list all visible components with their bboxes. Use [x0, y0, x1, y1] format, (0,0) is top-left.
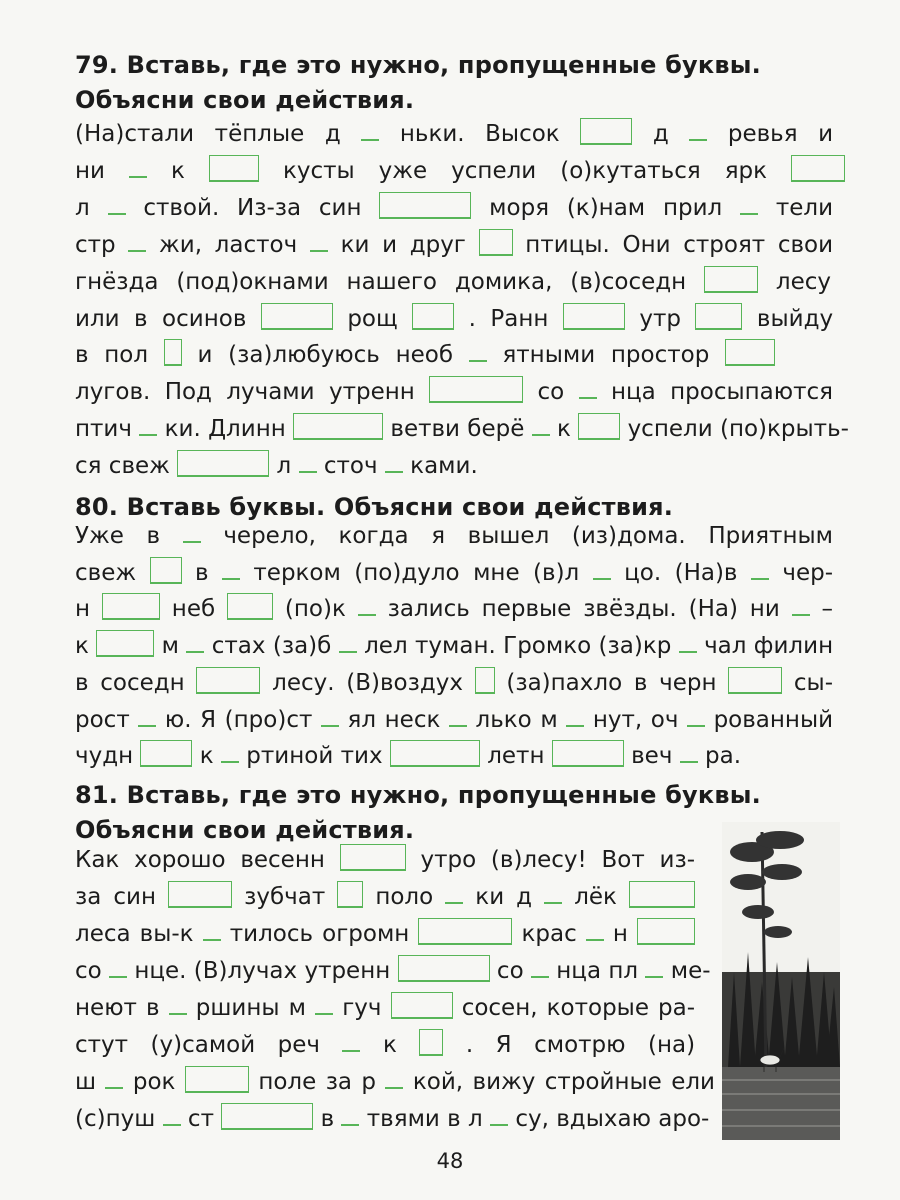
text-fragment: нце. (В)лучах утренн	[134, 958, 391, 984]
missing-letter-blank[interactable]	[341, 1118, 359, 1126]
text-fragment: сосен, которые ра-	[461, 995, 696, 1021]
ex80-line	[75, 628, 833, 664]
text-fragment: в	[320, 1106, 335, 1132]
text-fragment: л	[75, 194, 90, 221]
answer-gap-box[interactable]	[177, 450, 269, 477]
exercise-80-title-line1: 80. Вставь буквы. Объясни свои действия.	[75, 493, 674, 521]
text-fragment: Как хорошо весенн	[75, 847, 325, 873]
missing-letter-blank[interactable]	[221, 755, 239, 763]
missing-letter-blank[interactable]	[139, 428, 157, 436]
missing-letter-blank[interactable]	[203, 933, 221, 941]
answer-gap-box[interactable]	[379, 192, 471, 219]
missing-letter-blank[interactable]	[315, 1007, 333, 1015]
answer-gap-box[interactable]	[391, 992, 453, 1019]
ex80-line	[75, 591, 833, 627]
answer-gap-box[interactable]	[261, 303, 333, 330]
exercise-81-title-line2: Объясни свои действия.	[75, 816, 415, 844]
ex81-line	[75, 1101, 710, 1137]
ex79-line	[75, 264, 831, 300]
page-number: 48	[436, 1149, 464, 1173]
missing-letter-blank[interactable]	[689, 133, 707, 141]
missing-letter-blank[interactable]	[531, 970, 549, 978]
text-fragment: ки. Длинн	[164, 416, 286, 443]
text-fragment: ни	[75, 157, 105, 184]
answer-gap-box[interactable]	[637, 918, 695, 945]
text-fragment: лёк	[574, 884, 617, 910]
text-fragment: (по)к	[284, 596, 346, 623]
text-fragment: ял неск	[347, 706, 441, 733]
missing-letter-blank[interactable]	[679, 645, 697, 653]
text-fragment: стр	[75, 231, 116, 258]
text-fragment: ки и друг	[340, 231, 466, 258]
ex81-line	[75, 1064, 715, 1100]
text-fragment: лесу. (В)воздух	[272, 669, 463, 696]
text-fragment: н	[612, 921, 628, 947]
text-fragment: (с)пуш	[75, 1106, 156, 1132]
answer-gap-box[interactable]	[791, 155, 845, 182]
missing-letter-blank[interactable]	[299, 465, 317, 473]
missing-letter-blank[interactable]	[385, 1081, 403, 1089]
text-fragment: веч	[631, 743, 673, 770]
missing-letter-blank[interactable]	[342, 1044, 360, 1052]
missing-letter-blank[interactable]	[740, 207, 758, 215]
text-fragment: су, вдыхаю аро-	[515, 1106, 710, 1132]
text-fragment: чудн	[75, 743, 134, 770]
missing-letter-blank[interactable]	[361, 133, 379, 141]
missing-letter-blank[interactable]	[163, 1118, 181, 1126]
text-fragment: чал филин	[704, 633, 834, 660]
text-fragment: . Я смотрю (на)	[465, 1032, 696, 1058]
ex79-line	[75, 190, 833, 226]
text-fragment: лесу	[775, 268, 832, 295]
text-fragment: или в осинов	[75, 305, 247, 332]
answer-gap-box[interactable]	[140, 740, 192, 767]
text-fragment: к	[557, 416, 571, 443]
missing-letter-blank[interactable]	[321, 719, 339, 727]
text-fragment: стах (за)б	[211, 633, 332, 660]
text-fragment: твями в л	[366, 1106, 483, 1132]
text-fragment: лел туман. Громко (за)кр	[364, 633, 672, 660]
text-fragment: ся свеж	[75, 453, 170, 480]
answer-gap-box[interactable]	[102, 593, 160, 620]
text-fragment: жи, ласточ	[159, 231, 298, 258]
missing-letter-blank[interactable]	[222, 572, 240, 580]
ex81-line	[75, 842, 695, 878]
text-fragment: со	[75, 958, 102, 984]
text-fragment: (за)пахло в черн	[506, 669, 717, 696]
exercise-79-title-line1: 79. Вставь, где это нужно, пропущенные буквы.	[75, 51, 762, 79]
answer-gap-box[interactable]	[221, 1103, 313, 1130]
ex81-line	[75, 953, 711, 989]
missing-letter-blank[interactable]	[544, 896, 562, 904]
text-fragment: ками.	[410, 453, 478, 480]
text-fragment: нца пл	[556, 958, 639, 984]
text-fragment: зубчат	[244, 884, 326, 910]
answer-gap-box[interactable]	[429, 376, 523, 403]
text-fragment: н	[75, 596, 91, 623]
text-fragment: черело, когда я вышел (из)дома. Приятным	[223, 523, 833, 549]
text-fragment: ствой. Из-за син	[143, 194, 362, 221]
text-fragment: неют в	[75, 995, 160, 1021]
missing-letter-blank[interactable]	[138, 719, 156, 727]
text-fragment: ньки. Высок	[399, 121, 560, 147]
text-fragment: и (за)любуюсь необ	[197, 342, 454, 369]
text-fragment: тели	[775, 194, 834, 221]
text-fragment: лько м	[475, 706, 558, 733]
missing-letter-blank[interactable]	[385, 465, 403, 473]
text-fragment: сточ	[323, 453, 378, 480]
missing-letter-blank[interactable]	[469, 354, 487, 362]
answer-gap-box[interactable]	[418, 918, 512, 945]
missing-letter-blank[interactable]	[186, 645, 204, 653]
text-fragment: ветви берё	[390, 416, 525, 443]
forest-lake-picture	[722, 822, 840, 1140]
text-fragment: ятными простор	[502, 342, 710, 369]
answer-gap-box[interactable]	[419, 1029, 443, 1056]
text-fragment: выйду	[756, 305, 834, 332]
missing-letter-blank[interactable]	[128, 244, 146, 252]
answer-gap-box[interactable]	[580, 118, 632, 145]
text-fragment: сы-	[793, 669, 833, 696]
missing-letter-blank[interactable]	[129, 170, 147, 178]
answer-gap-box[interactable]	[185, 1066, 249, 1093]
answer-gap-box[interactable]	[196, 667, 260, 694]
ex79-line	[75, 411, 849, 447]
text-fragment: рок	[132, 1069, 176, 1095]
text-fragment: птич	[75, 416, 132, 443]
ex79-line	[75, 337, 775, 373]
text-fragment: цо. (На)в	[624, 559, 738, 586]
text-fragment: к	[171, 157, 185, 184]
text-fragment: со	[537, 379, 565, 406]
text-fragment: утро (в)лесу! Вот из-	[420, 847, 696, 873]
text-fragment: рованный	[713, 706, 834, 733]
text-fragment: ртиной тих	[246, 743, 383, 770]
text-fragment: кой, вижу стройные ели	[412, 1069, 716, 1095]
missing-letter-blank[interactable]	[169, 1007, 187, 1015]
missing-letter-blank[interactable]	[183, 535, 201, 543]
text-fragment: к	[199, 743, 214, 770]
text-fragment: ра.	[705, 743, 742, 770]
answer-gap-box[interactable]	[695, 303, 742, 330]
text-fragment: ки д	[475, 884, 533, 910]
text-fragment: успели (по)крыть-	[627, 416, 849, 443]
answer-gap-box[interactable]	[164, 339, 182, 366]
missing-letter-blank[interactable]	[109, 970, 127, 978]
answer-gap-box[interactable]	[390, 740, 480, 767]
exercise-79-title-line2: Объясни свои действия.	[75, 86, 415, 114]
text-fragment: рощ	[347, 305, 398, 332]
answer-gap-box[interactable]	[96, 630, 154, 657]
text-fragment: ревья и	[727, 121, 834, 147]
answer-gap-box[interactable]	[479, 229, 513, 256]
text-fragment: ст	[187, 1106, 214, 1132]
answer-gap-box[interactable]	[475, 667, 495, 694]
missing-letter-blank[interactable]	[310, 244, 328, 252]
missing-letter-blank[interactable]	[566, 719, 584, 727]
missing-letter-blank[interactable]	[449, 719, 467, 727]
missing-letter-blank[interactable]	[792, 608, 810, 616]
missing-letter-blank[interactable]	[680, 755, 698, 763]
answer-gap-box[interactable]	[209, 155, 259, 182]
text-fragment: ю. Я (про)ст	[164, 706, 313, 733]
text-fragment: к	[382, 1032, 397, 1058]
text-fragment: рост	[75, 706, 130, 733]
text-fragment: чер-	[782, 559, 834, 586]
answer-gap-box[interactable]	[227, 593, 273, 620]
answer-gap-box[interactable]	[725, 339, 775, 366]
text-fragment: в	[194, 559, 209, 586]
text-fragment: лугов. Под лучами утренн	[75, 379, 415, 406]
ex79-line	[75, 153, 845, 189]
missing-letter-blank[interactable]	[579, 391, 597, 399]
text-fragment: в пол	[75, 342, 149, 369]
missing-letter-blank[interactable]	[490, 1118, 508, 1126]
missing-letter-blank[interactable]	[593, 572, 611, 580]
answer-gap-box[interactable]	[552, 740, 624, 767]
answer-gap-box[interactable]	[578, 413, 620, 440]
text-fragment: м	[161, 633, 180, 660]
text-fragment: поле за р	[258, 1069, 377, 1095]
ex81-line	[75, 1027, 695, 1063]
ex81-line	[75, 879, 695, 915]
missing-letter-blank[interactable]	[586, 933, 604, 941]
text-fragment: ме-	[670, 958, 711, 984]
text-fragment: кусты уже успели (о)кутаться ярк	[282, 157, 768, 184]
ex80-line	[75, 555, 833, 591]
ex80-line	[75, 665, 833, 701]
text-fragment: гнёзда (под)окнами нашего домика, (в)соседн	[75, 268, 687, 295]
missing-letter-blank[interactable]	[687, 719, 705, 727]
text-fragment: за син	[75, 884, 157, 910]
text-fragment: ш	[75, 1069, 97, 1095]
text-fragment: ршины м	[195, 995, 307, 1021]
text-fragment: к	[75, 633, 89, 660]
text-fragment: в соседн	[75, 669, 185, 696]
ex79-line	[75, 374, 833, 410]
text-fragment: нца просыпаются	[610, 379, 833, 406]
text-fragment: –	[821, 596, 834, 623]
exercise-81-title-line1: 81. Вставь, где это нужно, пропущенные буквы.	[75, 781, 762, 809]
ex79-line	[75, 227, 833, 263]
ex80-line	[75, 518, 833, 554]
text-fragment: моря (к)нам прил	[489, 194, 723, 221]
text-fragment: стут (у)самой реч	[75, 1032, 320, 1058]
answer-gap-box[interactable]	[293, 413, 383, 440]
text-fragment: неб	[171, 596, 216, 623]
text-fragment: поло	[375, 884, 434, 910]
text-fragment: свеж	[75, 559, 137, 586]
missing-letter-blank[interactable]	[339, 645, 357, 653]
text-fragment: . Ранн	[468, 305, 549, 332]
answer-gap-box[interactable]	[168, 881, 232, 908]
missing-letter-blank[interactable]	[532, 428, 550, 436]
text-fragment: тилось огромн	[229, 921, 410, 947]
missing-letter-blank[interactable]	[445, 896, 463, 904]
answer-gap-box[interactable]	[340, 844, 406, 871]
answer-gap-box[interactable]	[398, 955, 490, 982]
ex81-line	[75, 916, 695, 952]
missing-letter-blank[interactable]	[108, 207, 126, 215]
exercise-79-title	[75, 48, 850, 118]
text-fragment: крас	[521, 921, 577, 947]
text-fragment: птицы. Они строят свои	[525, 231, 834, 258]
text-fragment: л	[276, 453, 292, 480]
missing-letter-blank[interactable]	[358, 608, 376, 616]
answer-gap-box[interactable]	[629, 881, 695, 908]
ex80-line	[75, 738, 775, 774]
answer-gap-box[interactable]	[412, 303, 454, 330]
answer-gap-box[interactable]	[728, 667, 782, 694]
text-fragment: леса вы-к	[75, 921, 194, 947]
text-fragment: (На)стали тёплые д	[75, 121, 341, 147]
text-fragment: д	[652, 121, 669, 147]
ex79-line	[75, 116, 833, 152]
answer-gap-box[interactable]	[150, 557, 182, 584]
text-fragment: Уже в	[75, 523, 161, 549]
answer-gap-box[interactable]	[704, 266, 758, 293]
answer-gap-box[interactable]	[563, 303, 625, 330]
ex79-line	[75, 448, 478, 484]
text-fragment: со	[496, 958, 524, 984]
missing-letter-blank[interactable]	[751, 572, 769, 580]
text-fragment: нут, оч	[592, 706, 679, 733]
text-fragment: утр	[639, 305, 681, 332]
text-fragment: терком (по)дуло мне (в)л	[253, 559, 580, 586]
answer-gap-box[interactable]	[337, 881, 363, 908]
missing-letter-blank[interactable]	[645, 970, 663, 978]
missing-letter-blank[interactable]	[105, 1081, 123, 1089]
ex80-line	[75, 702, 833, 738]
ex81-line	[75, 990, 695, 1026]
ex79-line	[75, 301, 833, 337]
text-fragment: летн	[487, 743, 545, 770]
text-fragment: зались первые звёзды. (На) ни	[387, 596, 780, 623]
text-fragment: гуч	[342, 995, 382, 1021]
